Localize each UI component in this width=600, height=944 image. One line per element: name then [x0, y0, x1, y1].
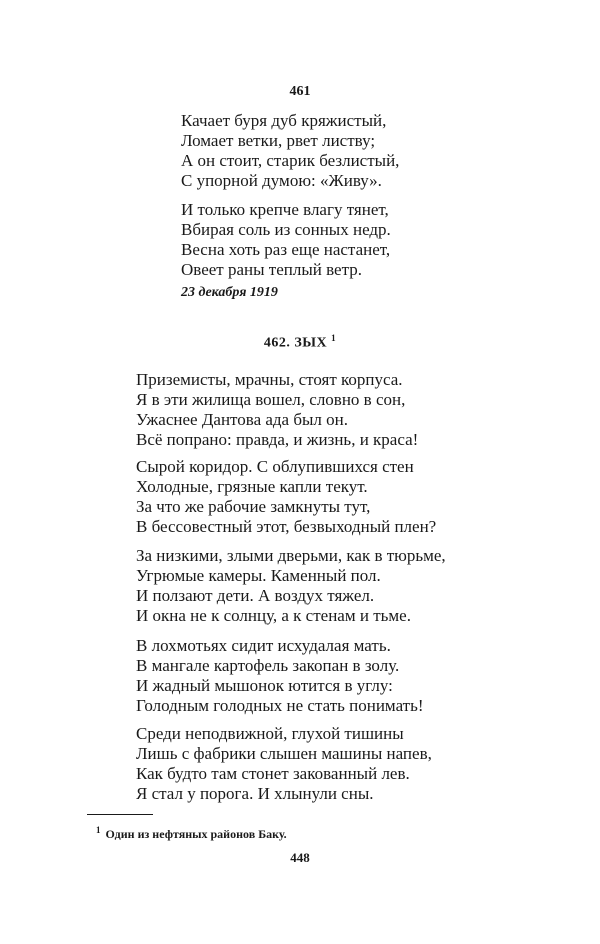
poem-462-heading	[0, 333, 600, 352]
poem-line: Весна хоть раз еще настанет,	[181, 240, 391, 259]
poem-line: Холодные, грязные капли текут.	[136, 477, 368, 496]
poem-line: За низкими, злыми дверьми, как в тюрьме,	[136, 546, 446, 565]
poem-461-stanza-2	[181, 200, 391, 280]
poem-462-stanza-5	[136, 724, 432, 804]
poem-line: Угрюмые камеры. Каменный пол.	[136, 566, 381, 585]
poem-line: Я стал у порога. И хлынули сны.	[136, 784, 374, 803]
poem-line: Как будто там стонет закованный лев.	[136, 764, 410, 783]
poem-line: Голодным голодных не стать понимать!	[136, 696, 424, 715]
poem-462-stanza-2	[136, 457, 436, 537]
poem-line: Лишь с фабрики слышен машины напев,	[136, 744, 432, 763]
poem-line: В бессовестный этот, безвыходный плен?	[136, 517, 437, 536]
poem-462-stanza-4	[136, 636, 424, 716]
poem-line: Вбирая соль из сонных недр.	[181, 220, 391, 239]
poem-line: С упорной думою: «Живу».	[181, 171, 382, 190]
poem-462-stanza-3	[136, 546, 446, 626]
poem-line: А он стоит, старик безлистый,	[181, 151, 400, 170]
footnote-marker: 1	[96, 825, 101, 835]
poem-line: Ломает ветки, рвет листву;	[181, 131, 376, 150]
poem-line: В лохмотьях сидит исхудалая мать.	[136, 636, 391, 655]
poem-line: Среди неподвижной, глухой тишины	[136, 724, 404, 743]
footnote	[96, 825, 287, 842]
poem-line: Приземисты, мрачны, стоят корпуса.	[136, 370, 403, 389]
poem-line: За что же рабочие замкнуты тут,	[136, 497, 371, 516]
poem-461-stanza-1	[181, 111, 399, 191]
poem-heading-text: 462. ЗЫХ	[263, 335, 328, 351]
poem-line: И только крепче влагу тянет,	[181, 200, 389, 219]
poem-line: Овеет раны теплый ветр.	[181, 260, 362, 279]
poem-line: И окна не к солнцу, а к стенам и тьме.	[136, 606, 411, 625]
footnote-text: Один из нефтяных районов Баку.	[105, 827, 287, 841]
poem-line: И ползают дети. А воздух тяжел.	[136, 586, 375, 605]
poem-line: Я в эти жилища вошел, словно в сон,	[136, 390, 406, 409]
poem-line: Сырой коридор. С облупившихся стен	[136, 457, 414, 476]
poem-line: Всё попрано: правда, и жизнь, и краса!	[136, 430, 419, 449]
poem-461-date: 23 декабря 1919	[181, 285, 278, 300]
poem-line: Качает буря дуб кряжистый,	[181, 111, 387, 130]
footnote-reference: 1	[331, 333, 337, 343]
poem-number-461: 461	[289, 84, 311, 99]
poem-line: Ужаснее Дантова ада был он.	[136, 410, 349, 429]
page-number: 448	[290, 850, 310, 865]
poem-462-stanza-1	[136, 370, 418, 450]
poem-line: В мангале картофель закопан в золу.	[136, 656, 400, 675]
poem-line: И жадный мышонок ютится в углу:	[136, 676, 393, 695]
footnote-divider	[87, 814, 153, 815]
